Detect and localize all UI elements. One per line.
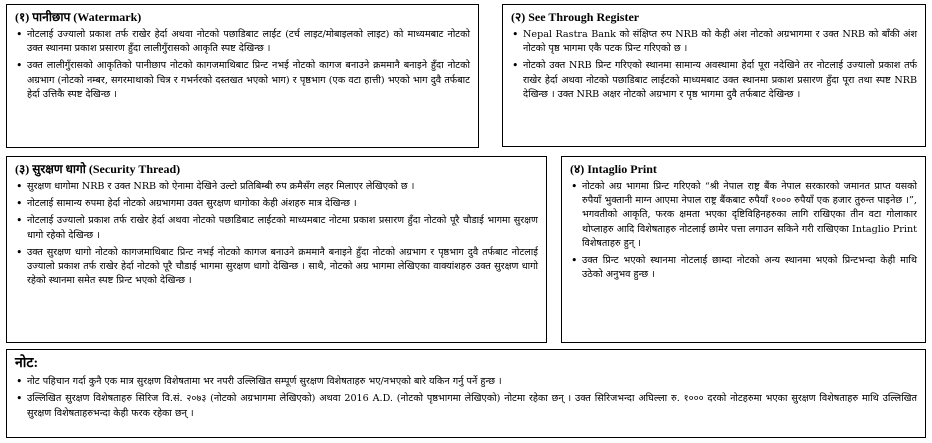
intaglio-heading xyxy=(570,162,917,177)
watermark-section xyxy=(6,4,479,148)
list-item: • उक्त सुरक्षण धागो नोटको कागजमाथिबाट प्रिन्ट नभई नोटको कागज बनाउने क्रममानै बनाइने हुँदा नोटको अग्रभाग र पृष्ठभाग दुवै तर्फबाट नोटलाई उज्यालो प्रकाश तर्फ राखेर हेर्दा नोटको पूरै चौडाई भागमा सुरक्षण धागो देखिन्छ । साथै, नोटको अग्र भागमा लेखिएका वाक्यांशहरु उक्त सुरक्षण धागो रहेको स्थानमा समेत स्पष्ट प्रिन्ट भएको देखिन्छ । xyxy=(15,246,538,289)
list-item: • उल्लिखित सुरक्षण विशेषताहरु सिरिज वि.सं. २०७३ (नोटको अग्रभागमा लेखिएको) अथवा 2016 A.D. (नोटको पृष्ठभागमा लेखिएको) नोटमा रहेका छन् । उक्त सिरिजभन्दा अघिल्ला रु. १००० दरको नोटहरुमा भएका सुरक्षण विशेषताहरु माथि उल्लिखित सुरक्षण विशेषताहरुभन्दा केही फरक रहेका छन् । xyxy=(15,391,917,421)
register-heading xyxy=(511,10,917,25)
thread-heading xyxy=(15,162,538,177)
list-item: • नोटको उक्त NRB प्रिन्ट गरिएको स्थानमा सामान्य अवस्थामा हेर्दा पूरा नदेखिने तर नोटलाई उज्यालो प्रकाश तर्फ राखेर हेर्दा अथवा नोटको पछाडिबाट लाईटको माध्यमबाट उक्त स्थानमा प्रकाश प्रसारण हुँदा पूरा तथा स्पष्ट NRB देखिन्छ । उक्त NRB अक्षर नोटको अग्रभाग र पृष्ठ भागमा दुवै तर्फबाट देखिन्छ । xyxy=(511,59,917,102)
thread-title-en: (Security Thread) xyxy=(88,162,181,176)
thread-number: (३) xyxy=(15,162,30,176)
note-bullet-list xyxy=(15,374,917,421)
register-bullet-list xyxy=(511,28,917,102)
list-item: • उक्त लालीगुँरासको आकृतिको पानीछाप नोटको कागजमाथिबाट प्रिन्ट नभई नोटको कागज बनाउने क्रममानै बनाइने हुँदा नोटको अग्रभाग (नोटको नम्बर, सगरमाथाको चित्र र गभर्नरको दस्तखत भएको भाग) र पृष्ठभाग (एक वटा हात्ती) भएको भाग दुवै तर्फबाट हेर्दा उत्तिकै स्पष्ट देखिन्छ । xyxy=(15,59,470,102)
register-title-en: See Through Register xyxy=(528,10,640,24)
list-item: • नोटलाई उज्यालो प्रकाश तर्फ राखेर हेर्दा अथवा नोटको पछाडिबाट लाईटको माध्यमबाट नोटमा प्रकाश प्रसारण हुँदा नोटको पूरै चौडाई भागमा सुरक्षण धागो रहेको देखिन्छ । xyxy=(15,214,538,242)
watermark-title-en: (Watermark) xyxy=(73,10,142,24)
list-item: • नोटको अग्र भागमा प्रिन्ट गरिएको “श्री नेपाल राष्ट्र बैंक नेपाल सरकारको जमानत प्राप्त यसको रुपैयाँ भुक्तानी माग्न आएमा नेपाल राष्ट्र बैंकबाट रुपैयाँ १००० रुपैयाँ एक हजार तुरुन्त पाइनेछ ।”, भगवतीको आकृति, फरक क्षमता भएका दृष्टिविहिनहरुका लागि राखिएका तीन वटा गोलाकार थोप्लाहरु आदि विशेषताहरु नोटलाई छामेर पत्ता लगाउन सकिने गरी राखिएका Intaglio Print विशेषताहरु हुन् । xyxy=(570,180,917,251)
list-item: • नोट पहिचान गर्दा कुनै एक मात्र सुरक्षण विशेषतामा भर नपरी उल्लिखित सम्पूर्ण सुरक्षण विशेषताहरु भए/नभएको बारे यकिन गर्नु पर्ने हुन्छ । xyxy=(15,374,917,389)
watermark-number: (१) xyxy=(15,10,30,24)
intaglio-print-section xyxy=(561,156,926,343)
list-item: • नोटलाई उज्यालो प्रकाश तर्फ राखेर हेर्दा अथवा नोटको पछाडिबाट लाईट (टर्च लाइट/मोबाइलको लाइट) को माध्यमबाट नोटको उक्त स्थानमा प्रकाश प्रसारण हुँदा लालीगुँरासको आकृति स्पष्ट देखिन्छ । xyxy=(15,28,470,56)
intaglio-title-en: Intaglio Print xyxy=(587,162,657,176)
list-item: • उक्त प्रिन्ट भएको स्थानमा नोटलाई छाम्दा नोटको अन्य स्थानमा भएको प्रिन्टभन्दा केही माथि उठेको अनुभव हुन्छ । xyxy=(570,254,917,282)
intaglio-number: (४) xyxy=(570,162,585,176)
watermark-bullet-list xyxy=(15,28,470,102)
intaglio-bullet-list xyxy=(570,180,917,282)
watermark-heading xyxy=(15,10,470,25)
watermark-title-np: पानीछाप xyxy=(32,10,71,24)
list-item: • सुरक्षण धागोमा NRB र उक्त NRB को ऐनामा देखिने उल्टो प्रतिबिम्बी रुप क्रमैसँग लहर मिलाएर लेखिएको छ । xyxy=(15,180,538,194)
register-number: (२) xyxy=(511,10,526,24)
note-heading: नोट: xyxy=(15,356,39,371)
list-item: • नोटलाई सामान्य रुपमा हेर्दा नोटको अग्रभागमा उक्त सुरक्षण धागोका केही अंशहरु मात्र देखिन्छ । xyxy=(15,197,538,211)
thread-bullet-list xyxy=(15,180,538,288)
thread-title-np: सुरक्षण धागो xyxy=(32,162,86,176)
list-item: • Nepal Rastra Bank को संक्षिप्त रुप NRB को केही अंश नोटको अग्रभागमा र उक्त NRB को बाँकी अंश नोटको पृष्ठ भागमा एकै पटक प्रिन्ट गरिएको छ । xyxy=(511,28,917,56)
security-thread-section xyxy=(6,156,547,343)
note-section xyxy=(6,349,926,438)
see-through-register-section xyxy=(502,4,926,147)
